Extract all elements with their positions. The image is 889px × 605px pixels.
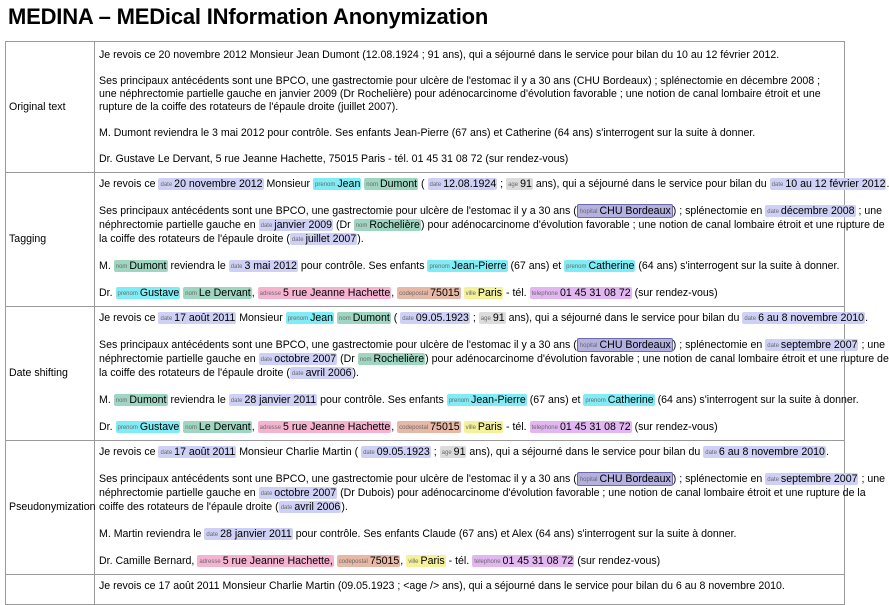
tag-nom: nom Dumont <box>339 312 390 324</box>
page-title: MEDINA – MEDical INformation Anonymization <box>8 4 489 29</box>
row-tagging <box>6 173 845 307</box>
tag-nom: nom Le Dervant <box>185 421 251 433</box>
tag-age: age 91 <box>508 178 532 190</box>
tagging-text-cell <box>95 173 886 307</box>
tag-ville: ville Paris <box>408 555 445 567</box>
tag-nom: nom Le Dervant <box>185 287 251 299</box>
tag-date: date avril 2006 <box>291 367 352 379</box>
tag-prenom: prenom Jean <box>287 312 334 324</box>
tag-telephone: telephone 01 45 31 08 72 <box>474 555 574 567</box>
row-pseudonymization <box>6 441 845 575</box>
tag-hopital: hopital CHU Bordeaux <box>577 204 673 218</box>
shifting-paragraph-3: M. nom Dumont reviendra le date 28 janvier 2011 pour contrôle. Ses enfants prenom Jean-Pierre (67 ans) et prenom Catherine (64 ans) s'interrogent sur la suite à donner. <box>99 394 859 406</box>
tag-date: date juillet 2007 <box>291 233 357 245</box>
tag-ville: ville Paris <box>465 421 503 433</box>
tag-prenom: prenom Jean-Pierre <box>448 394 526 406</box>
row-label-date-shifting: Date shifting <box>6 307 95 441</box>
shifting-paragraph-1: Je revois ce date 17 août 2011 Monsieur prenom Jean nom Dumont ( date 09.05.1923 ; age 91 ans), qui a séjourné dans le service pour bilan du date 6 au 8 novembre 2010. <box>99 312 869 324</box>
pseudo-paragraph-4: Dr. Camille Bernard, adresse 5 rue Jeanne Hachette, codepostal 75015, ville Paris - tél. telephone 01 45 31 08 72 (sur rendez-vous) <box>99 555 661 567</box>
tag-adresse: adresse 5 rue Jeanne Hachette <box>259 287 391 299</box>
pseudonymization-text-cell <box>95 441 885 575</box>
original-paragraph-4: Dr. Gustave Le Dervant, 5 rue Jeanne Hachette, 75015 Paris - tél. 01 45 31 08 72 (sur rendez-vous) <box>99 152 569 165</box>
row-label-original: Original text <box>6 42 95 173</box>
tag-prenom: prenom Gustave <box>117 421 180 433</box>
date-shifting-text-cell <box>95 307 889 441</box>
tag-codepostal: codepostal 75015 <box>338 555 400 567</box>
tag-date: date janvier 2009 <box>260 219 333 231</box>
tag-prenom: prenom Catherine <box>566 260 635 272</box>
tag-age: age 91 <box>480 312 505 324</box>
tag-codepostal: codepostal 75015 <box>399 287 460 299</box>
tag-date: date septembre 2007 <box>767 473 858 485</box>
anonymization-table <box>5 41 889 605</box>
tag-date: date 28 janvier 2011 <box>206 528 292 540</box>
row-label-final <box>6 575 95 605</box>
tag-age: age 91 <box>441 446 466 458</box>
tag-nom: nom Rochelière <box>355 219 420 231</box>
row-label-pseudonymization: Pseudonymization <box>6 441 95 575</box>
tag-date: date octobre 2007 <box>260 353 337 365</box>
tag-date: date avril 2006 <box>280 501 341 513</box>
tag-date: date 10 au 12 février 2012 <box>771 178 886 190</box>
tag-date: date 3 mai 2012 <box>230 260 297 272</box>
tagging-paragraph-1: Je revois ce date 20 novembre 2012 Monsieur prenom Jean nom Dumont ( date 12.08.1924 ; age 91 ans), qui a séjourné dans le service pour bilan du date 10 au 12 février 2012 <box>99 178 886 190</box>
tag-nom: nom Dumont <box>115 260 167 272</box>
row-date-shifting <box>6 307 845 441</box>
tag-adresse: adresse 5 rue Jeanne Hachette, <box>199 555 333 567</box>
final-paragraph-1: Je revois ce 17 août 2011 Monsieur Charlie Martin (09.05.1923 ; <age /> ans), qui a séjourné dans le service pour bilan du 6 au 8 novembre 2010. <box>99 580 785 592</box>
tag-nom: nom Rochelière <box>359 353 425 365</box>
shifting-paragraph-4: Dr. prenom Gustave nom Le Dervant, adresse 5 rue Jeanne Hachette, codepostal 75015 ville Paris - tél. telephone 01 45 31 08 72 (sur rendez-vous) <box>99 421 718 433</box>
tag-date: date 12.08.1924 <box>429 178 497 190</box>
tag-date: date octobre 2007 <box>260 487 337 499</box>
original-paragraph-2: Ses principaux antécédents sont une BPCO, une gastrectomie pour ulcère de l'estomac il y a 30 ans (CHU Bordeaux) ; splénectomie en décembre 2008 ; une néphrectomie partielle gauche en janvier 2009 (Dr Rochelière) pour adénocarcinome d'évolution favorable ; une notion de canal lombaire étroit et une rupture de la coiffe des rotateurs de l'épaule droite (juillet 2007). <box>99 74 821 113</box>
tag-telephone: telephone 01 45 31 08 72 <box>531 287 631 299</box>
tag-prenom: prenom Gustave <box>117 287 180 299</box>
tag-prenom: prenom Jean-Pierre <box>429 260 507 272</box>
tag-hopital: hopital CHU Bordeaux <box>577 472 673 486</box>
tag-date: date 28 janvier 2011 <box>230 394 317 406</box>
tag-date: date 17 août 2011 <box>160 312 236 324</box>
tag-date: date 09.05.1923 <box>363 446 430 458</box>
tag-prenom: prenom Jean <box>315 178 361 190</box>
pseudo-paragraph-2: Ses principaux antécédents sont une BPCO, une gastrectomie pour ulcère de l'estomac il y a 30 ans ( hopital CHU Bordeaux ) ; splénectomie en date septembre 2007 ; une néphrectomie partielle gauche en date octobre 2007 (Dr Dubois) pour adénocarcinome d'évolution favorable ; une notion de canal lombaire étroit et une rupture de la coiffe des rotateurs de l'épaule droite ( date avril 2006). <box>99 473 885 513</box>
tag-codepostal: codepostal 75015 <box>399 421 460 433</box>
tag-telephone: telephone 01 45 31 08 72 <box>531 421 631 433</box>
pseudo-paragraph-1: Je revois ce date 17 août 2011 Monsieur Charlie Martin ( date 09.05.1923 ; age 91 ans), qui a séjourné dans le service pour bilan du date 6 au 8 novembre 2010. <box>99 446 829 458</box>
original-paragraph-1: Je revois ce 20 novembre 2012 Monsieur Jean Dumont (12.08.1924 ; 91 ans), qui a séjourné dans le service pour bilan du 10 au 12 février 2012. <box>99 48 780 61</box>
tag-date: date septembre 2007 <box>767 339 858 351</box>
row-label-tagging: Tagging <box>6 173 95 307</box>
tag-ville: ville Paris <box>465 287 503 299</box>
tag-date: date décembre 2008 <box>767 205 855 217</box>
final-text-cell <box>95 575 845 605</box>
tagging-paragraph-4: Dr. prenom Gustave nom Le Dervant, adresse 5 rue Jeanne Hachette, codepostal 75015 ville Paris - tél. telephone 01 45 31 08 72 (sur rendez-vous) <box>99 287 718 299</box>
tag-date: date 6 au 8 novembre 2010 <box>705 446 825 458</box>
tag-date: date 09.05.1923 <box>402 312 469 324</box>
tag-hopital: hopital CHU Bordeaux <box>577 338 673 352</box>
tagging-paragraph-3: M. nom Dumont reviendra le date 3 mai 2012 pour contrôle. Ses enfants prenom Jean-Pierre (67 ans) et prenom Catherine (64 ans) s'interrogent sur la suite à donner. <box>99 260 840 272</box>
row-original <box>6 42 845 173</box>
tag-date: date 17 août 2011 <box>160 446 236 458</box>
tag-nom: nom Dumont <box>366 178 418 190</box>
tag-nom: nom Dumont <box>115 394 167 406</box>
tag-date: date 6 au 8 novembre 2010 <box>744 312 865 324</box>
tag-adresse: adresse 5 rue Jeanne Hachette <box>259 421 391 433</box>
shifting-paragraph-2: Ses principaux antécédents sont une BPCO, une gastrectomie pour ulcère de l'estomac il y a 30 ans ( hopital CHU Bordeaux ) ; splénectomie en date septembre 2007 ; une néphrectomie partielle gauche en date octobre 2007 (Dr nom Rochelière) pour adénocarcinome d'évolution favorable ; une notion de canal lombaire étroit et une rupture de la coiffe des rotateurs de l'épaule droite ( date avril 2006). <box>99 339 889 379</box>
tagging-paragraph-2: Ses principaux antécédents sont une BPCO, une gastrectomie pour ulcère de l'estomac il y a 30 ans ( hopital CHU Bordeaux ) ; splénectomie en date décembre 2008 ; une néphrectomie partielle gauche en date janvier 2009 (Dr nom Rochelière) pour adénocarcinome d'évolution favorable ; une notion de canal lombaire étroit et une rupture de la coiffe des rotateurs de l'épaule droite ( date juillet 2007). <box>99 205 885 245</box>
original-text-cell <box>95 42 845 173</box>
original-paragraph-3: M. Dumont reviendra le 3 mai 2012 pour contrôle. Ses enfants Jean-Pierre (67 ans) et Catherine (64 ans) s'interrogent sur la suite à donner. <box>99 126 756 139</box>
row-final-output <box>6 575 845 605</box>
pseudo-paragraph-3: M. Martin reviendra le date 28 janvier 2011 pour contrôle. Ses enfants Claude (67 ans) et Alex (64 ans) s'interrogent sur la suite à donner. <box>99 528 737 540</box>
tag-date: date 20 novembre 2012 <box>160 178 263 190</box>
tag-prenom: prenom Catherine <box>585 394 654 406</box>
